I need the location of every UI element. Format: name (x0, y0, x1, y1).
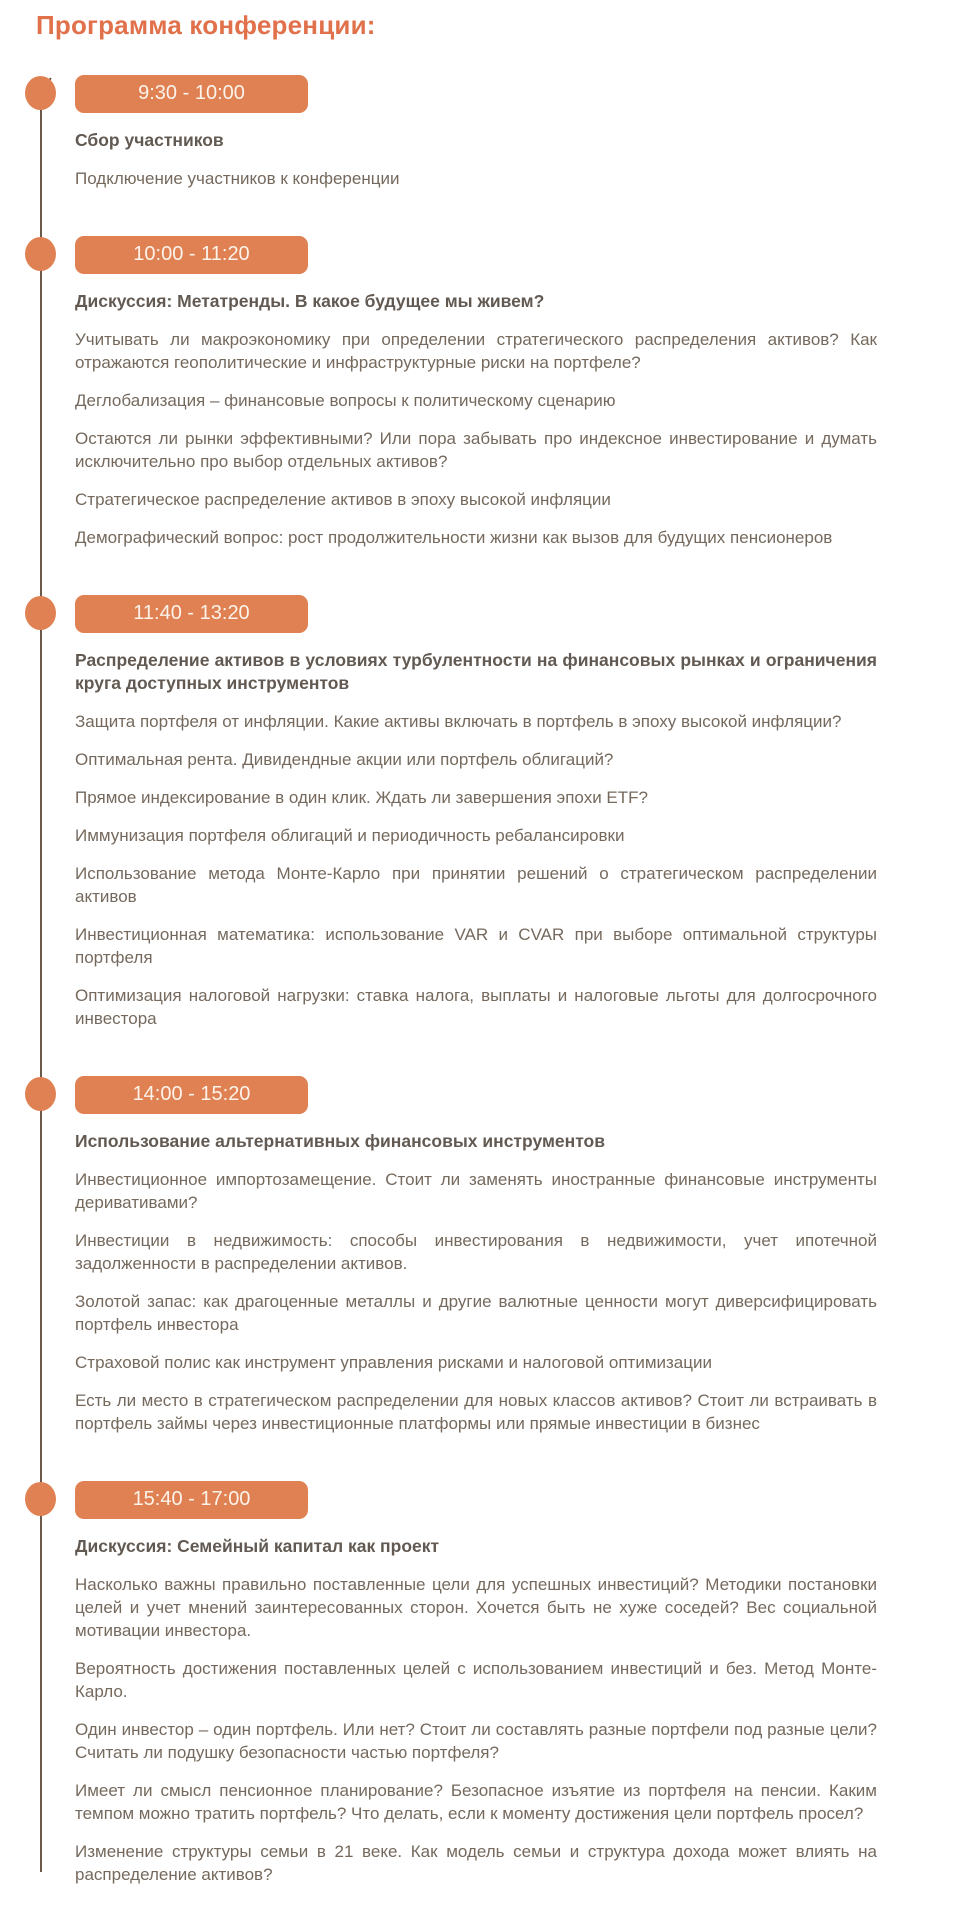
session-topic: Изменение структуры семьи в 21 веке. Как модель семьи и структура дохода может влиять на распределение активов? (75, 1842, 877, 1884)
session-topic: Инвестиционная математика: использование VAR и CVAR при выборе оптимальной структуры портфеля (75, 925, 877, 967)
session-time-badge: 10:00 - 11:20 (75, 236, 308, 274)
session-block (75, 75, 877, 190)
session-topic: Остаются ли рынки эффективными? Или пора забывать про индексное инвестирование и думать исключительно про выбор отдельных активов? (75, 429, 877, 471)
session-topics (75, 710, 877, 1030)
timeline-dot-icon (25, 76, 56, 110)
session-topic: Инвестиции в недвижимость: способы инвестирования в недвижимости, учет ипотечной задолженности в распределении активов. (75, 1231, 877, 1273)
session-topic: Насколько важны правильно поставленные цели для успешных инвестиций? Методики постановки целей и учет мнений заинтересованных сторон. Хочется быть не хуже соседей? Вес социальной мотивации инвестора. (75, 1575, 877, 1640)
timeline-line (40, 91, 42, 1872)
session-topics (75, 167, 877, 190)
page-title: Программа конференции: (36, 10, 376, 40)
session-topic: Инвестиционное импортозамещение. Стоит ли заменять иностранные финансовые инструменты деривативами? (75, 1170, 877, 1212)
session-topic: Оптимальная рента. Дивидендные акции или портфель облигаций? (75, 750, 614, 769)
session-title: Дискуссия: Метатренды. В какое будущее мы живем? (75, 291, 545, 311)
session-topics (75, 1168, 877, 1435)
session-topics (75, 328, 877, 549)
session-topic: Есть ли место в стратегическом распределении для новых классов активов? Стоит ли встраивать в портфель займы через инвестиционные платформы или прямые инвестиции в бизнес (75, 1391, 877, 1433)
session-title: Использование альтернативных финансовых инструментов (75, 1131, 605, 1151)
session-time-badge: 9:30 - 10:00 (75, 75, 308, 113)
session-time-badge: 11:40 - 13:20 (75, 595, 308, 633)
session-topic: Подключение участников к конференции (75, 169, 400, 188)
timeline-dot-icon (25, 237, 56, 271)
session-topic: Иммунизация портфеля облигаций и периодичность ребалансировки (75, 826, 625, 845)
timeline-dot-icon (25, 596, 56, 630)
session-topic: Страховой полис как инструмент управления рисками и налоговой оптимизации (75, 1353, 712, 1372)
session-topic: Вероятность достижения поставленных целей с использованием инвестиций и без. Метод Монте-Карло. (75, 1659, 877, 1701)
sessions (75, 75, 877, 1886)
timeline-dot-icon (25, 1077, 56, 1111)
session-topic: Деглобализация – финансовые вопросы к политическому сценарию (75, 391, 616, 410)
session-topic: Оптимизация налоговой нагрузки: ставка налога, выплаты и налоговые льготы для долгосрочного инвестора (75, 986, 877, 1028)
session-time-badge: 14:00 - 15:20 (75, 1076, 308, 1114)
session-topics (75, 1573, 877, 1886)
session-block (75, 236, 877, 549)
session-time-badge: 15:40 - 17:00 (75, 1481, 308, 1519)
session-block (75, 1076, 877, 1435)
session-topic: Имеет ли смысл пенсионное планирование? Безопасное изъятие из портфеля на пенсии. Каким темпом можно тратить портфель? Что делать, если к моменту достижения цели портфель просел? (75, 1781, 877, 1823)
session-title: Сбор участников (75, 130, 224, 150)
session-title: Распределение активов в условиях турбулентности на финансовых рынках и ограничения круга доступных инструментов (75, 650, 877, 693)
session-topic: Демографический вопрос: рост продолжительности жизни как вызов для будущих пенсионеров (75, 528, 833, 547)
session-topic: Учитывать ли макроэкономику при определении стратегического распределения активов? Как отражаются геополитические и инфраструктурные риски на портфеле? (75, 330, 877, 372)
session-topic: Использование метода Монте-Карло при принятии решений о стратегическом распределении активов (75, 864, 877, 906)
session-block (75, 1481, 877, 1886)
session-topic: Прямое индексирование в один клик. Ждать ли завершения эпохи ETF? (75, 788, 648, 807)
session-block (75, 595, 877, 1030)
timeline (0, 75, 968, 1896)
session-topic: Защита портфеля от инфляции. Какие активы включать в портфель в эпоху высокой инфляции? (75, 712, 842, 731)
session-title: Дискуссия: Семейный капитал как проект (75, 1536, 440, 1556)
session-topic: Стратегическое распределение активов в эпоху высокой инфляции (75, 490, 611, 509)
timeline-dot-icon (25, 1482, 56, 1516)
session-topic: Золотой запас: как драгоценные металлы и другие валютные ценности могут диверсифицировать портфель инвестора (75, 1292, 877, 1334)
session-topic: Один инвестор – один портфель. Или нет? Стоит ли составлять разные портфели под разные цели? Считать ли подушку безопасности частью портфеля? (75, 1720, 877, 1762)
